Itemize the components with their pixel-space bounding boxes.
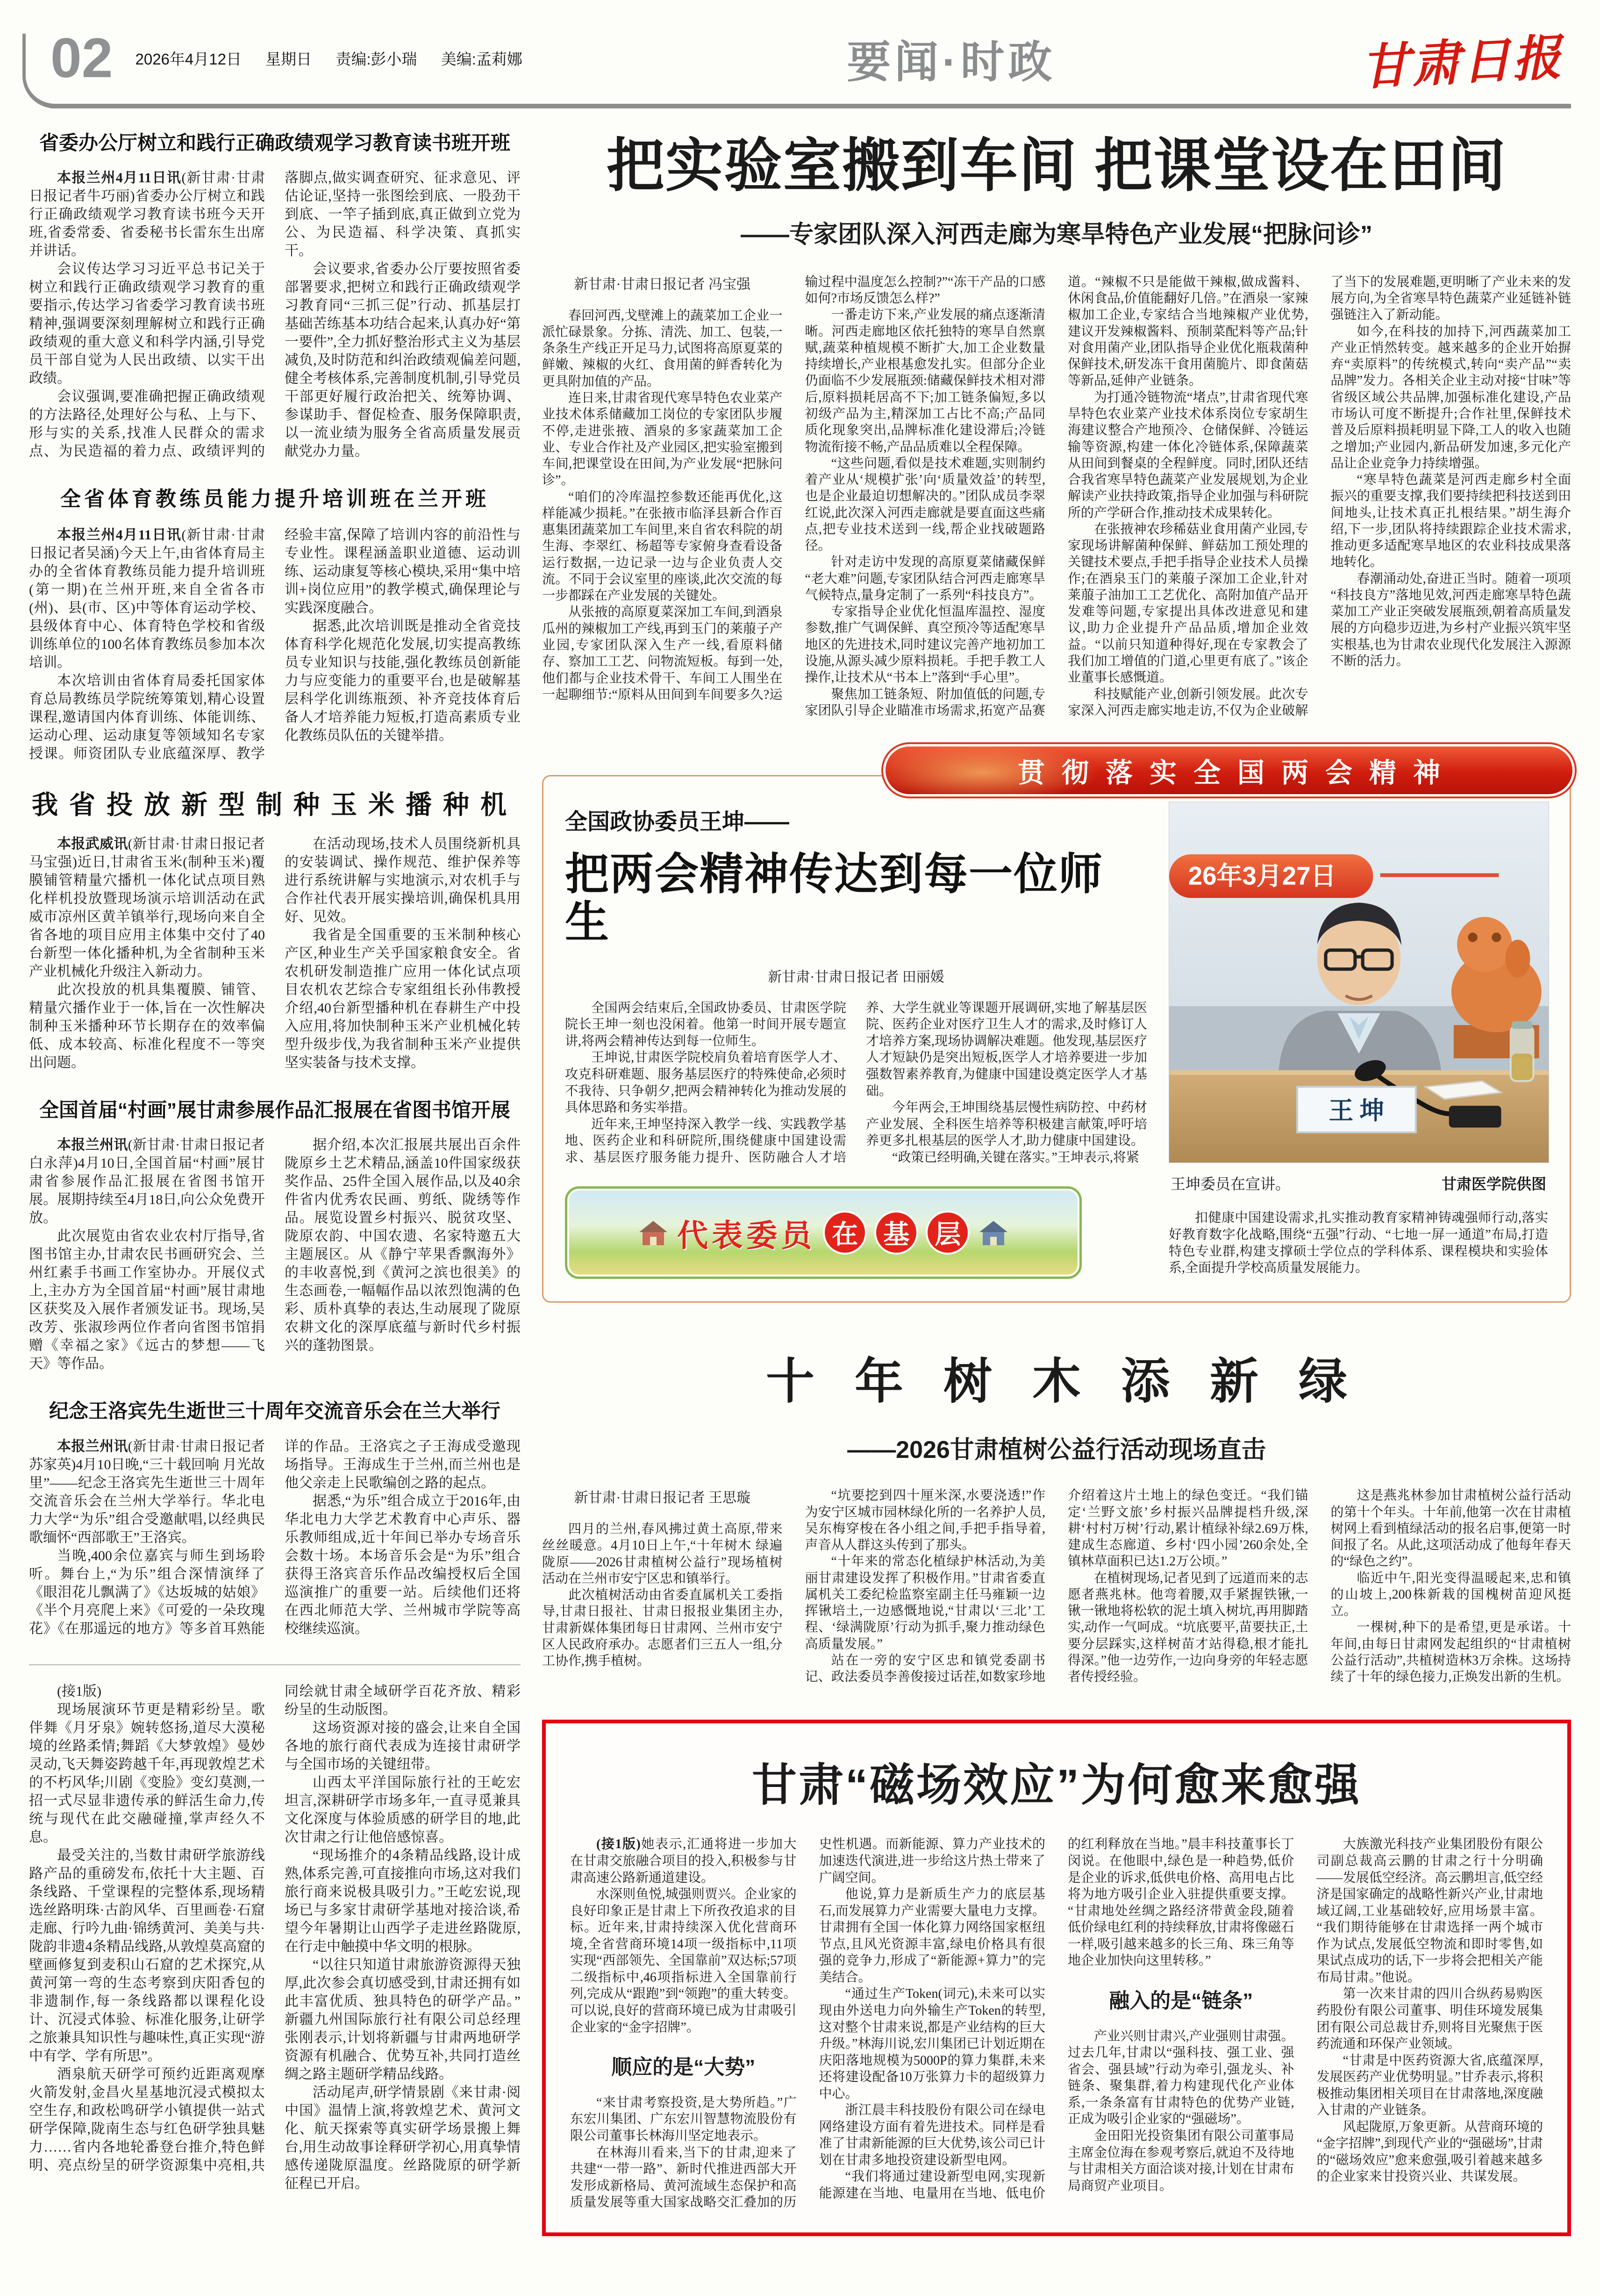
paragraph: 站在一旁的安宁区忠和镇党委副书记、政法委员李善俊接过话茬,如数家珍地介绍着这片土地上的绿色变迁。“我们锚定‘兰野文旅’乡村振兴品牌提档升级,深耕‘村村万树’行动,累计植绿补绿2.69万株,建成生态廊道、乡村‘四小园’260余处,全镇林草面积已达1.2万公顷。” [805, 1488, 1308, 1685]
paragraph: 如今,在科技的加持下,河西蔬菜加工产业正悄然转变。越来越多的企业开始摒弃“卖原料”的传统模式,转向“卖产品”“卖品牌”发力。各相关企业主动对接“甘味”等省级区域公共品牌,加强标准化建设,产品市场认可度不断提升;合作社里,保鲜技术普及后原料损耗明显下降,工人的收入也随之增加;产业园内,新品研发加速,多元化产品让企业竞争力持续增强。 [1330, 324, 1571, 471]
section-title: 要闻·时政 [847, 37, 1056, 86]
inline-subhead: 顺应的是“大势” [611, 2056, 756, 2079]
article-lab-to-workshop [542, 134, 1571, 719]
news-photo [1169, 802, 1549, 1163]
paragraph: 近年来,王坤坚持深入教学一线、实践教学基地、医药企业和科研院所,围绕健康中国建设需求、基层医疗服务能力提升、医防融合人才培养、大学生就业等课题开展调研,实地了解基层医院、医药企业对医疗卫生人才的需求,及时修订人才培养方案,现场协调解决难题。他发现,基层医疗人才短缺仍是突出短板,医学人才培养要进一步加强数智素养教育,为健康中国建设奠定医学人才基础。 [565, 1000, 1148, 1165]
photo-column [1169, 802, 1548, 1282]
paragraph: “十年来的常态化植绿护林活动,为美丽甘肃建设发挥了积极作用。”甘肃省委直属机关工委纪检监察室副主任马雍颖一边挥锹培土,一边感慨地说,“甘肃以‘三北’工程、‘绿满陇原’行动为抓手,聚力推动绿色高质量发展。” [805, 1554, 1045, 1651]
paragraph: 聚焦加工链条短、附加值低的问题,专家团队引导企业瞄准市场需求,拓宽产品赛道。“辣椒不只是能做干辣椒,做成酱料、休闲食品,价值能翻好几倍。”在酒泉一家辣椒加工企业,专家结合当地辣椒产业优势,建议开发辣椒酱料、预制菜配料等产品;针对食用菌产业,团队指导企业优化瓶栽菌种保鲜技术,研发冻干食用菌脆片、即食菌菇等新品,延伸产业链条。 [805, 274, 1308, 718]
grassroots-circle-char: 在 [823, 1211, 867, 1255]
magnet-headline: 甘肃“磁场效应”为何愈来愈强 [752, 1760, 1361, 1811]
paragraph: “坑要挖到四十厘米深,水要浇透!”作为安宁区城市园林绿化所的一名养护人员,吴东梅穿梭在各小组之间,手把手指导着,声音从人群这头传到了那头。 [805, 1488, 1045, 1553]
article-body [29, 835, 521, 1072]
article-continued-from-p1 [29, 1664, 521, 2193]
paragraph: 四月的兰州,春风拂过黄土高原,带来丝丝暖意。4月10日上午,“十年树木 绿遍陇原——2026甘肃植树公益行”现场植树活动在兰州市安宁区忠和镇举行。 [542, 1522, 783, 1586]
paragraph: “现场推介的4条精品线路,设计成熟,体系完善,可直接推向市场,这对我们旅行商来说极具吸引力。”王屹宏说,现场已与多家甘肃研学基地对接洽谈,希望今年暑期让山西学子走进丝路陇原,在行走中触摸中华文明的根脉。 [285, 1847, 521, 1954]
lianghui-banner [886, 746, 1572, 794]
article-body [565, 1000, 1147, 1166]
paragraph: 这是燕兆林参加甘肃植树公益行活动的第十个年头。十年前,他第一次在甘肃植树网上看到植绿活动的报名启事,便第一时间报了名。从此,这项活动成了他每年春天的“绿色之约”。 [1330, 1488, 1571, 1569]
paragraph: 山西太平洋国际旅行社的王屹宏坦言,深耕研学市场多年,一直寻觅兼具文化深度与体验质感的研学目的地,此次甘肃之行让他倍感惊喜。 [285, 1774, 521, 1845]
paragraph: “咱们的冷库温控参数还能再优化,这样能减少损耗。”在张掖市临泽县新合作百惠集团蔬菜加工车间里,来自省农科院的胡生海、李翠红、杨超等专家俯身查看设备运行数据,一边记录一边与企业负责人交流。不同于会议室里的座谈,此次交流的每一步都踩在产业发展的关键处。 [542, 489, 783, 603]
right-column [542, 131, 1571, 2236]
name-placard [1297, 1087, 1416, 1132]
paragraph: “这些问题,看似是技术难题,实则制约着产业从‘规模扩张’向‘质量效益’的转型,也是企业最迫切想解决的。”团队成员李翠红说,此次深入河西走廊就是要直面这些痛点,把专业技术送到一线,帮企业找破题路径。 [805, 456, 1045, 553]
wangkun-photo-illustration [1169, 802, 1549, 1162]
article-headline: 全国首届“村画”展甘肃参展作品汇报展在省图书馆开展 [39, 1099, 510, 1121]
paragraph: 一棵树,种下的是希望,更是承诺。十年间,由每日甘肃网发起组织的“甘肃植树公益行活动”,共植树造林3万余株。这场持续了十年的绿色接力,正焕发出新的生机。 [1330, 1620, 1571, 1685]
caption-text: 王坤委员在宣讲。 [1171, 1176, 1291, 1193]
article-zhengjiguan [29, 131, 521, 460]
paragraph: 风起陇原,万象更新。从营商环境的“金字招牌”,到现代产业的“强磁场”,甘肃的“磁场效应”愈来愈强,吸引着越来越多的企业家来甘投资兴业、共谋发展。 [1316, 2119, 1543, 2184]
paragraph: (接1版)她表示,汇通将进一步加大在甘肃交旅融合项目的投入,积极参与甘肃高速公路新通道建设。 [570, 1837, 797, 1885]
paragraph: 本报武威讯(新甘肃·甘肃日报记者马宝强)近日,甘肃省玉米(制种玉米)覆膜铺管精量穴播机一体化试点项目熟化样机投放暨现场演示培训活动在武威市凉州区黄羊镇举行,现场向来自全省各地的项目应用主体集中交付了40台新型一体化播种机,为全省制种玉米产业机械化升级注入新动力。 [29, 836, 265, 980]
lianghui-headline: 把两会精神传达到每一位师生 [565, 849, 1104, 947]
paragraph: 春潮涌动处,奋进正当时。随着一项项“科技良方”落地见效,河西走廊寒旱特色蔬菜加工产业正突破发展瓶颈,朝着高质量发展的方向稳步迈进,为乡村产业振兴筑牢坚实根基,也为甘肃农业现代化发展注入源源不断的活力。 [1330, 571, 1571, 668]
paragraph: 现场展演环节更是精彩纷呈。歌伴舞《月牙泉》婉转悠扬,道尽大漠秘境的丝路柔情;舞蹈《大梦敦煌》曼妙灵动,飞天舞姿跨越千年,再现敦煌艺术的不朽风华;川剧《变脸》变幻莫测,一招一式尽显非遗传承的鲜活生命力,传统与现代在此交融碰撞,掌声经久不息。 [29, 1701, 265, 1845]
caption-credit: 甘肃医学院供图 [1441, 1176, 1546, 1193]
paragraph: “寒旱特色蔬菜是河西走廊乡村全面振兴的重要支撑,我们要持续把科技送到田间地头,让技术真正扎根结果。”胡生海介绍,下一步,团队将持续跟踪企业技术需求,推动更多适配寒旱地区的农业科技成果落地转化。 [1330, 473, 1571, 570]
article-body [570, 1836, 1543, 2210]
paragraph: 我省是全国重要的玉米制种核心产区,种业生产关乎国家粮食安全。省农机研发制造推广应用一体化试点项目农机农艺综合专家组组长孙伟教授介绍,40台新型播种机在春耕生产中投入应用,将加快制种玉米产业机械化转型升级步伐,为我省制种玉米产业提供坚实装备与技术支撑。 [285, 927, 521, 1071]
paragraph: “以往只知道甘肃旅游资源得天独厚,此次参会真切感受到,甘肃还拥有如此丰富优质、独具特色的研学产品。”新疆九州国际旅行社有限公司总经理张刚表示,计划将新疆与甘肃两地研学资源有机融合、优势互补,共同打造丝绸之路主题研学精品线路。 [285, 1957, 521, 2082]
article-bozhongji [29, 789, 521, 1072]
paragraph: 本报兰州讯(新甘肃·甘肃日报记者苏家英)4月10日晚,“三十载回响 月光故里”——纪念王洛宾先生逝世三十周年交流音乐会在兰州大学举行。华北电力大学“为乐”组合受邀献唱,以经典民歌缅怀“西部歌王”王洛宾。 [29, 1438, 265, 1545]
paragraph: 据介绍,本次汇报展共展出百余件陇原乡土艺术精品,涵盖10件国家级获奖作品、25件全国入展作品,以及40余件省内优秀农民画、剪纸、陇绣等作品。展览设置乡村振兴、脱贫攻坚、陇原农韵、中国农遗、名家特邀五大主题展区。从《静宁苹果香飘海外》的丰收喜悦,到《黄河之滨也很美》的生态画卷,一幅幅作品以浓烈饱满的色彩、质朴真挚的表达,生动展现了陇原农耕文化的深厚底蕴与新时代乡村振兴的蓬勃图景。 [285, 1137, 521, 1354]
magnet-feature-box [542, 1720, 1571, 2236]
paragraph: 活动尾声,研学情景剧《来甘肃·阅中国》温情上演,将敦煌艺术、黄河文化、航天探索等真实研学场景搬上舞台,用生动故事诠释研学初心,用真挚情感传递陇原温度。丝路陇原的研学新征程已开启。 [285, 2084, 521, 2191]
kicker: 全国政协委员王坤—— [565, 810, 790, 835]
paragraph: “政策已经明确,关键在落实。”王坤表示,将紧 [892, 1150, 1139, 1165]
paragraph: 临近中午,阳光变得温暖起来,忠和镇的山坡上,200株新栽的国槐树苗迎风挺立。 [1330, 1571, 1571, 1619]
art-editor-text: 美编:孟莉娜 [441, 50, 522, 68]
article-wangluobin-concert [29, 1399, 521, 1637]
left-column [29, 131, 521, 2236]
lianghui-section [542, 758, 1571, 1303]
photo-date-badge: 26年3月27日 [1188, 861, 1336, 890]
paragraph: 本报兰州讯(新甘肃·甘肃日报记者白永萍)4月10日,全国首届“村画”展甘肃省参展作品汇报展在省图书馆开展。展期持续至4月18日,向公众免费开放。 [29, 1137, 265, 1226]
lianghui-text-cell [565, 802, 1147, 1282]
article-body [542, 1487, 1571, 1685]
editor-text: 责编:彭小瑞 [336, 50, 417, 68]
paragraph: 在张掖神农珍稀菇业食用菌产业园,专家现场讲解菌种保鲜、鲜菇加工预处理的关键技术要点,手把手指导企业技术人员操作;在酒泉玉门的莱菔子深加工企业,针对莱菔子油加工工艺优化、高附加值产品开发难等问题,专家提出具体改进意见和建议,助力企业提升产品品质,增加企业效益。“以前只知道种得好,现在专家教会了我们加工增值的门道,心里更有底了。”该企业董事长感慨道。 [1068, 522, 1308, 685]
byline: 新甘肃·甘肃日报记者 冯宝强 [574, 276, 750, 292]
paragraph: “来甘肃考察投资,是大势所趋。”广东宏川集团、广东宏川智慧物流股份有限公司董事长林海川坚定地表示。 [570, 2095, 797, 2144]
thermos [1510, 1021, 1535, 1082]
paragraph: 会议传达学习习近平总书记关于树立和践行正确政绩观学习教育的重要指示,传达学习省委学习教育读书班精神,强调要深刻理解树立和践行正确政绩观的重大意义和科学内涵,引导党员干部自觉为人民出政绩、以实干出政绩。 [29, 261, 265, 387]
paragraph: 专家指导企业优化恒温库温控、湿度参数,推广气调保鲜、真空预冷等适配寒旱地区的先进技术,同时建议完善产地初加工设施,从源头减少原料损耗。手把手教工人操作,让技术从“书本上”落到“手心里”。 [805, 604, 1045, 685]
house-icon [637, 1219, 670, 1246]
grassroots-text: 代表委员 [677, 1218, 816, 1253]
photo-caption [1171, 1172, 1546, 1194]
paragraph: 从张掖的高原夏菜深加工车间,到酒泉瓜州的辣椒加工产线,再到玉门的莱菔子产业园,专家团队深入生产一线,看原料储存、察加工工艺、问物流短板。每到一处,他们都与企业技术骨干、车间工人围坐在一起聊细节:“原料从田间到车间要多久?运输过程中温度怎么控制?”“冻干产品的口感如何?市场反馈怎么样?” [542, 274, 1045, 702]
weekday-text: 星期日 [265, 50, 312, 68]
article-body [29, 169, 521, 460]
paragraph: 在植树现场,记者见到了远道而来的志愿者燕兆林。他弯着腰,双手紧握铁锹,一锹一锹地将松软的泥土填入树坑,再用脚踏实,动作一气呵成。“坑底要平,苗要扶正,土要分层踩实,这样树苗才站得稳,根才能扎得深。”他一边劳作,一边向身旁的年轻志愿者传授经验。 [1068, 1571, 1308, 1685]
paragraph: “通过生产Token(词元),未来可以实现由外送电力向外输生产Token的转型,这对整个甘肃来说,都是产业结构的巨大升级。”林海川说,宏川集团已计划近期在庆阳落地规模为5000P的算力集群,未来还将建设配备10万张算力卡的超级算力中心。 [819, 1987, 1045, 2101]
tree-subtitle: ——2026甘肃植树公益行活动现场直击 [847, 1436, 1266, 1464]
masthead-left [50, 27, 542, 89]
article-body [542, 274, 1571, 719]
paragraph: 今年两会,王坤围绕基层慢性病防控、中药材产业发展、全科医生培养等积极建言献策,呼吁培养更多扎根基层的医学人才,助力健康中国建设。 [866, 1100, 1147, 1148]
lianghui-banner-text: 贯彻落实全国两会精神 [1017, 758, 1457, 789]
placard-name: 王 坤 [1329, 1098, 1385, 1125]
paragraph: 此次投放的机具集覆膜、铺管、精量穴播作业于一体,旨在一次性解决制种玉米播种环节长期存在的效率偏低、成本较高、标准化程度不一等突出问题。 [29, 982, 265, 1071]
paragraph: 这场资源对接的盛会,让来自全国各地的旅行商代表成为连接甘肃研学与全国市场的关键纽带。 [285, 1720, 521, 1772]
article-body [29, 1682, 521, 2193]
paragraph: 为打通冷链物流“堵点”,甘肃省现代寒旱特色农业菜产业技术体系岗位专家胡生海建议整合产地预冷、仓储保鲜、冷链运输等资源,构建一体化冷链体系,保障蔬菜从田间到餐桌的全程鲜度。同时,团队还结合我省寒旱特色蔬菜产业发展规划,为企业解读产业扶持政策,指导企业加强与科研院所的产学研合作,推动技术成果转化。 [1068, 390, 1308, 520]
paragraph: (接1版) [57, 1683, 101, 1699]
article-headline: 我省投放新型制种玉米播种机 [32, 789, 518, 819]
article-body [29, 1437, 521, 1638]
grassroots-circle-char: 基 [874, 1211, 918, 1255]
masthead-dateline [135, 47, 542, 69]
article-body [29, 526, 521, 763]
grassroots-circle-char: 层 [926, 1211, 970, 1255]
paragraph: 酒泉航天研学可预约近距离观摩火箭发射,金昌火星基地沉浸式模拟太空生存,和政松鸣研学小镇提供一站式研学保障,陇南生态与红色研学独具魅力……省内各地轮番登台推介,特色鲜明、亮点纷呈的研学资源集中亮相,共同绘就甘肃全域研学百花齐放、精彩纷呈的生动版图。 [29, 1683, 521, 2173]
masthead-rule [50, 104, 1571, 108]
article-headline: 纪念王洛宾先生逝世三十周年交流音乐会在兰大举行 [49, 1400, 500, 1422]
paragraph: 王坤说,甘肃医学院校肩负着培育医学人才、攻克科研难题、服务基层医疗的特殊使命,必须时不我待、只争朝夕,把两会精神转化为推动发展的具体思路和务实举措。 [565, 1050, 846, 1115]
paragraph: 他说,算力是新质生产力的底层基石,而发展算力产业需要大量电力支撑。甘肃拥有全国一体化算力网络国家枢纽节点,且风光资源丰富,绿电价格具有很强的竞争力,形成了“新能源+算力”的完美结合。 [819, 1887, 1045, 1985]
paragraph: “甘肃是中医药资源大省,底蕴深厚,发展医药产业优势明显。”甘乔表示,将积极推动集团相关项目在甘肃落地,深度融入甘肃的产业链条。 [1316, 2053, 1543, 2118]
paragraph: 春回河西,戈壁滩上的蔬菜加工企业一派忙碌景象。分拣、清洗、加工、包装,一条条生产线正开足马力,试图将高原夏菜的鲜嫩、辣椒的火红、食用菌的鲜香转化为更具附加值的产品。 [542, 308, 783, 389]
paragraph: “我们将通过建设新型电网,实现新能源建在当地、电量用在当地、低电价的红利释放在当地。”晨丰科技董事长丁闵说。在他眼中,绿色是一种趋势,低价是企业的诉求,低供电价格、高用电占比将为地方吸引企业入驻提供重要支撑。“甘肃地处丝绸之路经济带黄金段,随着低价绿电红利的持续释放,甘肃将像磁石一样,吸引越来越多的长三角、珠三角等地企业加快向这里转移。” [819, 1837, 1294, 2201]
article-headline: 省委办公厅树立和践行正确政绩观学习教育读书班开班 [39, 132, 510, 154]
paragraph: 浙江晨丰科技股份有限公司在绿电网络建设方面有着先进技术。同样是看准了甘肃新能源的巨大优势,该公司已计划在甘肃多地投资建设新型电网。 [819, 2103, 1045, 2167]
paragraph: 第一次来甘肃的四川合纵药易购医药股份有限公司董事、明佳环境发展集团有限公司总裁甘乔,则将目光聚焦于医药流通和环保产业领域。 [1316, 1987, 1543, 2052]
page-number: 02 [50, 27, 113, 89]
paragraph: 在林海川看来,当下的甘肃,迎来了共建“一带一路”、新时代推进西部大开发形成新格局、黄河流域生态保护和高质量发展等重大国家战略交汇叠加的历史性机遇。而新能源、算力产业技术的加速迭代演进,进一步给这片热土带来了广阔空间。 [570, 1837, 1045, 2210]
byline: 新甘肃·甘肃日报记者 田丽媛 [768, 969, 944, 985]
paragraph: 针对走访中发现的高原夏菜储藏保鲜“老大难”问题,专家团队结合河西走廊寒旱气候特点,量身定制了一系列“科技良方”。 [805, 555, 1045, 603]
paragraph: 会议要求,省委办公厅要按照省委部署要求,把树立和践行正确政绩观学习教育同“三抓三促”行动、抓基层打基础苦练基本功结合起来,认真办好“第一要件”,全力抓好整治形式主义为基层减负,及时防范和纠治政绩观偏差问题,健全考核体系,完善制度机制,引导党员干部更好履行政治把关、统筹协调、参谋助手、督促检查、服务保障职责,以一流业绩为服务全省高质量发展贡献党办力量。 [285, 261, 521, 459]
paragraph: 本次培训由省体育局委托国家体育总局教练员学院统筹策划,精心设置课程,邀请国内体育训练、体能训练、运动心理、运动康复等领域知名专家授课。师资团队专业底蕴深厚、教学经验丰富,保障了培训内容的前沿性与专业性。课程涵盖职业道德、运动训练、运动康复等核心模块,采用“集中培训+岗位应用”的教学模式,确保理论与实践深度融合。 [29, 527, 521, 761]
masthead [29, 12, 1571, 108]
below-photo-text [1169, 1210, 1548, 1276]
article-tree-planting [542, 1342, 1571, 1685]
paragraph: 在活动现场,技术人员围绕新机具的安装调试、操作规范、维护保养等进行系统讲解与实地演示,对农机手与合作社代表开展实操培训,确保机具用好、见效。 [285, 836, 521, 925]
main-headline: 把实验室搬到车间 把课堂设在田间 [606, 134, 1507, 198]
paragraph: 大族激光科技产业集团股份有限公司副总裁高云鹏的甘肃之行十分明确——发展低空经济。高云鹏坦言,低空经济是国家确定的战略性新兴产业,甘肃地域辽阔,工业基础较好,应用场景丰富。“我们期待能够在甘肃选择一两个城市作为试点,发展低空物流和即时零售,如果试点成功的话,下一步将会把相关产能布局甘肃。”他说。 [1316, 1837, 1543, 1985]
inline-subhead: 融入的是“链条” [1109, 1989, 1253, 2012]
paragraph: 本报兰州4月11日讯(新甘肃·甘肃日报记者牛巧丽)省委办公厅树立和践行正确政绩观学习教育读书班今天开班,省委常委、省委秘书长雷东生出席并讲话。 [29, 170, 265, 259]
article-body [29, 1136, 521, 1373]
paper-logo: 甘肃日报 [1359, 28, 1564, 96]
paragraph: 据悉,此次培训既是推动全省竞技体育科学化规范化发展,切实提高教练员专业知识与技能,强化教练员创新能力与应变能力的重要平台,也是破解基层科学化训练瓶颈、补齐竞技体育后备人才培养能力短板,打造高素质专业化教练员队伍的关键举措。 [285, 618, 521, 743]
paragraph: 金田阳光投资集团有限公司董事局主席金位海在参观考察后,就迫不及待地与甘肃相关方面洽谈对接,计划在甘肃布局商贸产业项目。 [1068, 2129, 1294, 2193]
paragraph: 科技赋能产业,创新引领发展。此次专家深入河西走廊实地走访,不仅为企业破解了当下的发展难题,更明晰了产业未来的发展方向,为全省寒旱特色蔬菜产业延链补链强链注入了新动能。 [1068, 274, 1571, 718]
paragraph: 全国两会结束后,全国政协委员、甘肃医学院院长王坤一刻也没闲着。他第一时间开展专题宣讲,将两会精神传达到每一位师生。 [565, 1000, 846, 1048]
paragraph: 据悉,“为乐”组合成立于2016年,由华北电力大学艺术教育中心声乐、器乐教师组成,近十年间已举办专场音乐会数十场。本场音乐会是“为乐”组合获得王洛宾音乐作品改编授权后全国巡演推广的重要一站。后续他们还将在西北师范大学、兰州城市学院等高校继续巡演。 [285, 1493, 521, 1636]
byline: 新甘肃·甘肃日报记者 王思璇 [574, 1490, 750, 1506]
article-cunhua-exhibit [29, 1098, 521, 1373]
article-headline: 全省体育教练员能力提升培训班在兰开班 [60, 488, 489, 511]
paragraph: 一番走访下来,产业发展的痛点逐渐清晰。河西走廊地区依托独特的寒旱自然禀赋,蔬菜种植规模不断扩大,加工企业数量持续增长,产业根基愈发扎实。但部分企业仍面临不少发展瓶颈:储藏保鲜技术相对滞后,原料损耗居高不下;加工链条偏短,多以初级产品为主,精深加工占比不高;产品同质化现象突出,品牌标准化建设滞后;冷链物流衔接不畅,产品品质难以全程保障。 [805, 308, 1045, 454]
article-tiyu-training [29, 487, 521, 763]
date-text: 2026年4月12日 [135, 50, 242, 68]
paragraph: 水深则鱼悦,城强则贾兴。企业家的良好印象正是甘肃上下所孜孜追求的目标。近年来,甘肃持续深入优化营商环境,全省营商环境14项一级指标中,11项实现“西部领先、全国靠前”双达标;57项二级指标中,46项指标进入全国靠前行列,完成从“跟跑”到“领跑”的重大转变。可以说,良好的营商环境已成为甘肃吸引企业家的“金字招牌”。 [570, 1887, 797, 2035]
paragraph: 当晚,400余位嘉宾与师生到场聆听。舞台上,“为乐”组合深情演绎了《眼泪花儿飘满了》《达坂城的姑娘》《半个月亮爬上来》《可爱的一朵玫瑰花》《在那遥远的地方》等多首耳熟能详的作品。王洛宾之子王海成受邀现场指导。王海成生于兰州,而兰州也是他父亲走上民歌编创之路的起点。 [29, 1438, 521, 1636]
tree-headline: 十年树木添新绿 [765, 1355, 1387, 1409]
paragraph: 本报兰州4月11日讯(新甘肃·甘肃日报记者吴涵)今天上午,由省体育局主办的全省体育教练员能力提升培训班(第一期)在兰州开班,来自全省各市(州)、县(市、区)中等体育运动学校、县级体育中心、体育特色学校和省级训练单位的100名体育教练员参加本次培训。 [29, 527, 265, 670]
grassroots-banner [565, 1186, 1082, 1279]
paragraph: 扣健康中国建设需求,扎实推动教育家精神铸魂强师行动,落实好教育数字化战略,围绕“五强”行动、“七地一屏一通道”布局,打造特色专业群,构建支撑硕士学位点的学科体系、课程模块和实验体系,全面提升学校高质量发展能力。 [1169, 1211, 1548, 1276]
paragraph: 会议强调,要准确把握正确政绩观的方法路径,处理好公与私、上与下、形与实的关系,找准人民群众的需求点、为民造福的着力点、政绩评判的落脚点,做实调查研究、征求意见、评估论证,坚持一张图绘到底、一股劲干到底、一竿子插到底,真正做到立党为公、为民造福、科学决策、真抓实干。 [29, 170, 521, 459]
paragraph: 连日来,甘肃省现代寒旱特色农业菜产业技术体系储藏加工岗位的专家团队步履不停,走进张掖、酒泉的多家蔬菜加工企业、专业合作社及产业园区,把实验室搬到车间,把课堂设在田间,为产业发展“把脉问诊”。 [542, 391, 783, 488]
paragraph: 此次植树活动由省委直属机关工委指导,甘肃日报社、甘肃日报报业集团主办,甘肃新媒体集团每日甘肃网、兰州市安宁区人民政府承办。志愿者们三五人一组,分工协作,携手植树。 [542, 1588, 783, 1669]
paragraph: 最受关注的,当数甘肃研学旅游线路产品的重磅发布,依托十大主题、百条线路、千堂课程的完整体系,现场精选丝路明珠·古韵风华、百里画卷·石窟走廊、行吟九曲·锦绣黄河、美美与共·陇韵非遗4条精品线路,从敦煌莫高窟的壁画修复到麦积山石窟的艺术探究,从黄河第一弯的生态考察到庆阳香包的非遗制作,每一条线路都以课程化设计、沉浸式体验、标准化服务,让研学之旅兼具知识性与趣味性,真正实现“游中有学、学有所思”。 [29, 1847, 265, 2064]
paragraph: 此次展览由省农业农村厅指导,省图书馆主办,甘肃农民书画研究会、兰州红素手书画工作室协办。开展仪式上,主办方为全国首届“村画”展甘肃地区获奖及入展作者颁发证书。现场,吴改芳、张淑珍两位作者向省图书馆捐赠《幸福之家》《远古的梦想——飞天》等作品。 [29, 1228, 265, 1372]
house-icon [977, 1219, 1010, 1246]
paragraph: 产业兴则甘肃兴,产业强则甘肃强。过去几年,甘肃以“强科技、强工业、强省会、强县域”行动为牵引,强龙头、补链条、聚集群,着力构建现代化产业体系,一条条富有甘肃特色的优势产业链,正成为吸引企业家的“强磁场”。 [1068, 2029, 1294, 2127]
main-subtitle: ——专家团队深入河西走廊为寒旱特色产业发展“把脉问诊” [740, 221, 1372, 248]
